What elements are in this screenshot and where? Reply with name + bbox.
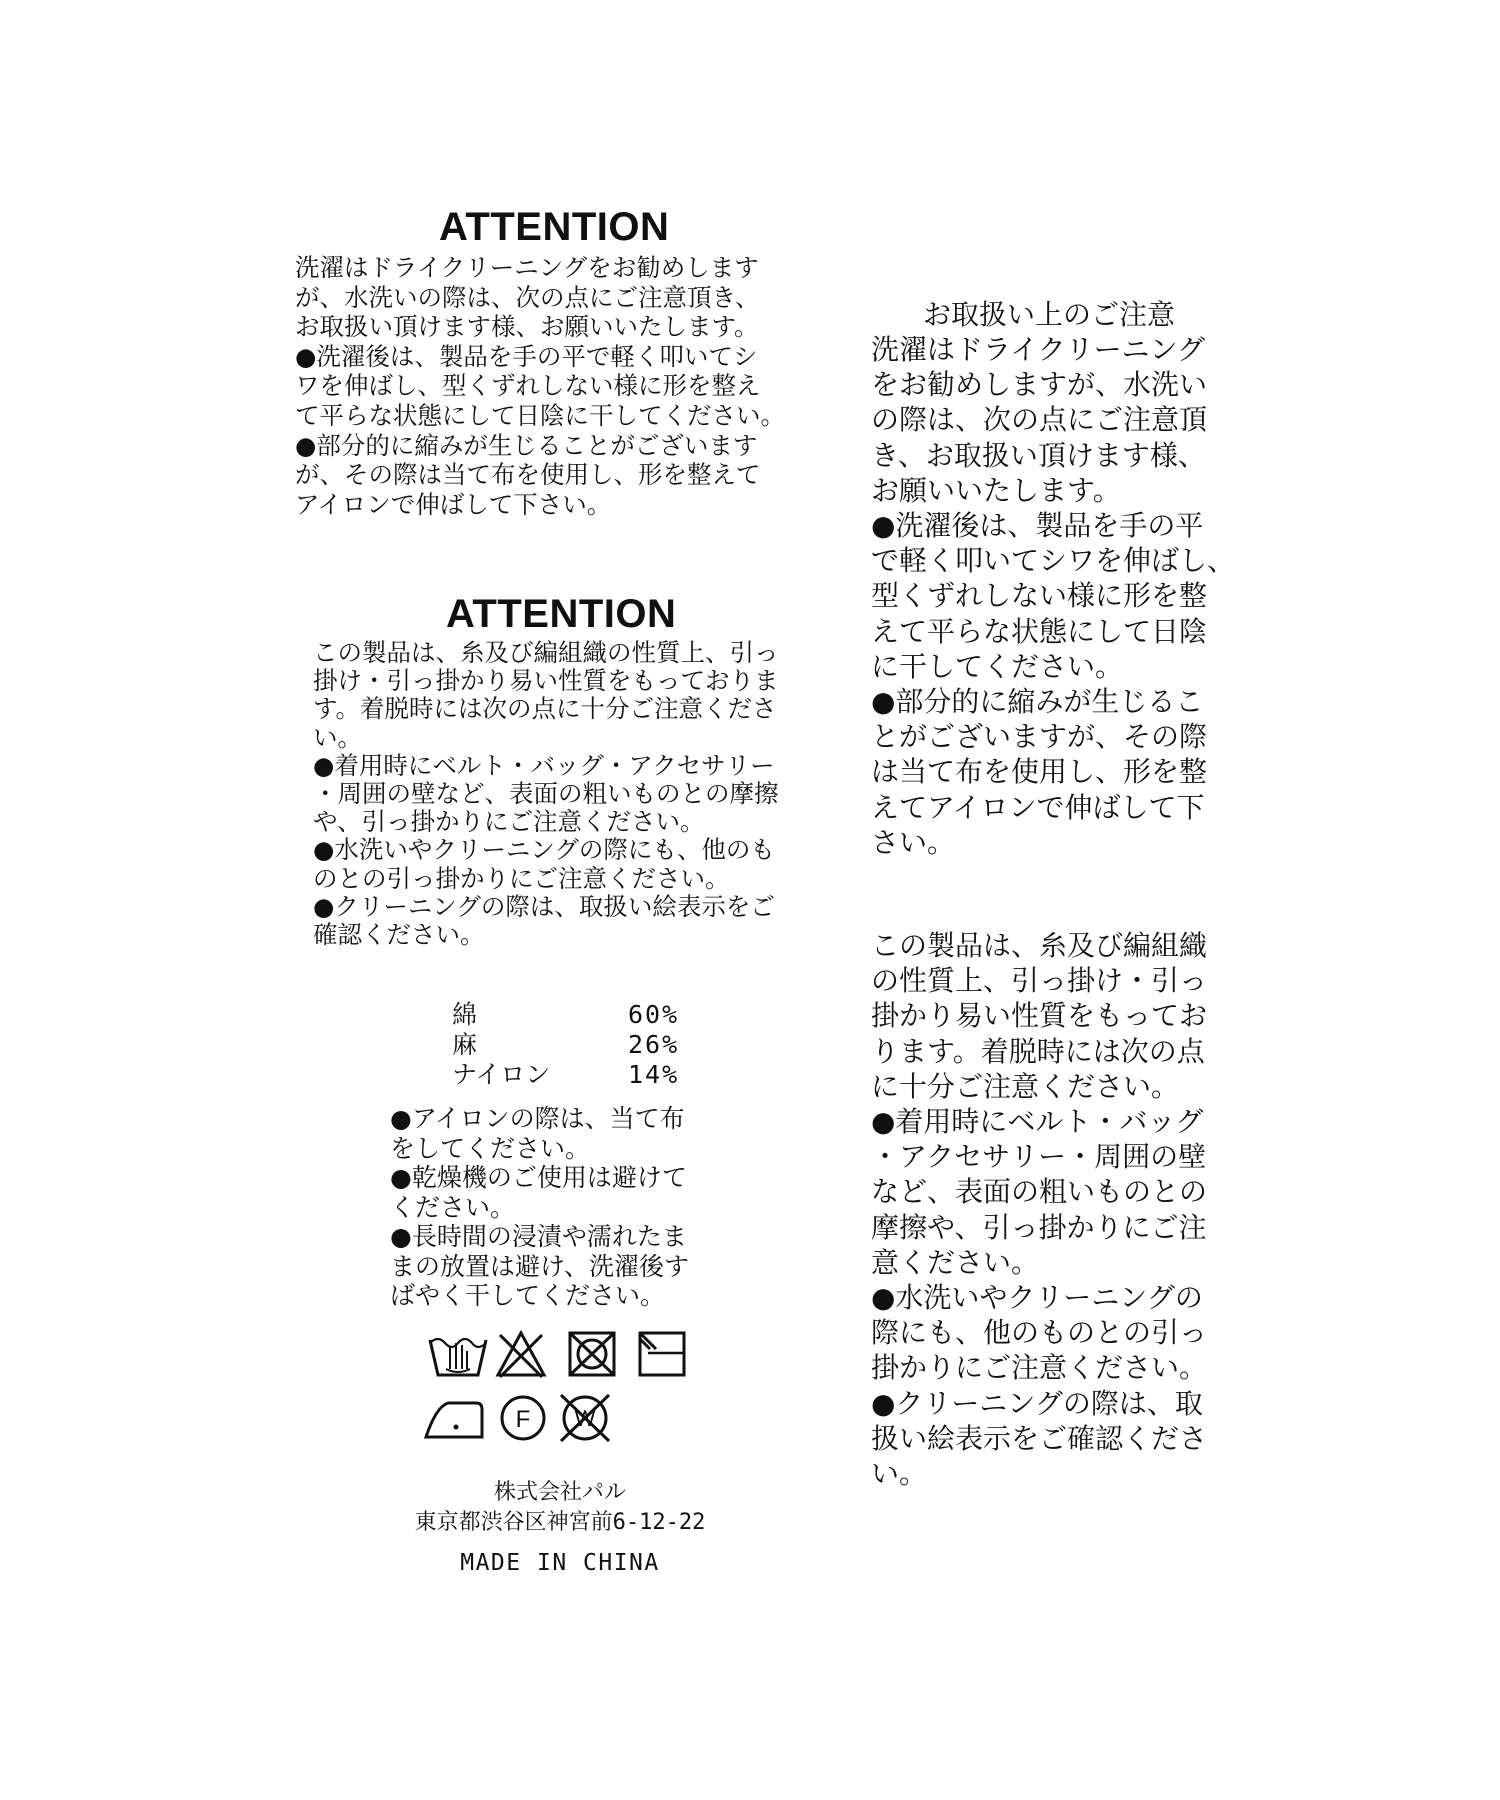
text-line: 意ください。 xyxy=(871,1245,1040,1279)
text-line: い。 xyxy=(313,722,362,752)
text-line: に干してください。 xyxy=(871,649,1124,683)
snag-notice-text xyxy=(871,928,1281,1491)
iron-low-icon xyxy=(426,1403,482,1437)
text-line: ●部分的に縮みが生じることがございます xyxy=(295,430,758,460)
wet-clean-letter: W xyxy=(574,1406,596,1431)
company-name: 株式会社パル xyxy=(493,1480,626,1505)
text-line: が、その際は当て布を使用し、形を整えて xyxy=(295,460,761,490)
text-line: 際にも、他のものとの引っ xyxy=(871,1316,1208,1350)
material-percent: 14% xyxy=(628,1060,680,1089)
material-name: 麻 xyxy=(452,1030,478,1059)
care-symbols xyxy=(420,1325,700,1455)
text-line: アイロンで伸ばして下さい。 xyxy=(295,489,612,519)
text-line: この製品は、糸及び編組織 xyxy=(871,929,1208,962)
handling-notice-section xyxy=(871,298,1281,860)
text-line: の性質上、引っ掛け・引っ xyxy=(871,964,1208,998)
material-name: 綿 xyxy=(452,1000,478,1029)
line-dry-shade-icon xyxy=(640,1333,684,1375)
manufacturer-info xyxy=(380,1478,740,1580)
attention-washing-text xyxy=(295,253,785,519)
text-line: のとの引っ掛かりにご注意ください。 xyxy=(313,863,730,893)
text-line: で軽く叩いてシワを伸ばし、 xyxy=(871,544,1236,578)
text-line: に十分ご注意ください。 xyxy=(871,1069,1180,1103)
no-wet-clean-icon xyxy=(561,1395,609,1441)
attention-title: ATTENTION xyxy=(446,592,677,636)
composition-row xyxy=(452,1000,679,1030)
text-line: まの放置は避け、洗濯後す xyxy=(390,1251,690,1281)
text-line: ばやく干してください。 xyxy=(390,1281,666,1310)
attention-title: ATTENTION xyxy=(439,205,670,249)
text-line: ●クリーニングの際は、取扱い絵表示をご xyxy=(313,891,775,921)
text-line: ●着用時にベルト・バッグ・アクセサリー xyxy=(313,750,775,780)
handling-notice-title: お取扱い上のご注意 xyxy=(923,298,1176,331)
text-line: い。 xyxy=(871,1457,928,1491)
text-line: ●クリーニングの際は、取 xyxy=(871,1386,1203,1420)
text-line: 掛かりにご注意ください。 xyxy=(871,1351,1208,1385)
care-symbols-graphic xyxy=(420,1325,700,1455)
fiber-composition xyxy=(452,1000,679,1090)
text-line: ●洗濯後は、製品を手の平で軽く叩いてシ xyxy=(295,341,758,371)
no-bleach-icon xyxy=(498,1333,544,1377)
text-line: ください。 xyxy=(390,1192,516,1222)
text-line: この製品は、糸及び編組織の性質上、引っ xyxy=(313,638,779,667)
text-line: ワを伸ばし、型くずれしない様に形を整え xyxy=(295,371,761,401)
material-percent: 26% xyxy=(628,1030,680,1059)
material-percent: 60% xyxy=(628,1000,680,1029)
text-line: 確認ください。 xyxy=(313,920,485,950)
text-line: ります。着脱時には次の点 xyxy=(871,1034,1205,1068)
text-line: ●長時間の浸漬や濡れたま xyxy=(390,1222,687,1251)
text-line: 摩擦や、引っ掛かりにご注 xyxy=(871,1210,1207,1244)
text-line: や、引っ掛かりにご注意ください。 xyxy=(313,807,705,837)
text-line: ●水洗いやクリーニングの際にも、他のも xyxy=(313,835,775,865)
text-line: ●部分的に縮みが生じるこ xyxy=(871,685,1204,719)
text-line: をお勧めしますが、水洗い xyxy=(871,368,1208,402)
material-name: ナイロン xyxy=(452,1060,551,1089)
text-line: が、水洗いの際は、次の点にご注意頂き、 xyxy=(295,282,760,312)
text-line: お取扱い頂けます様、お願いいたします。 xyxy=(295,312,759,342)
dry-clean-f-icon xyxy=(502,1397,544,1439)
text-line: て平らな状態にして日陰に干してください。 xyxy=(295,400,785,430)
company-address: 東京都渋谷区神宮前6-12-22 xyxy=(414,1510,706,1535)
no-tumble-dry-icon xyxy=(570,1333,614,1375)
care-notes xyxy=(390,1104,689,1311)
attention-snag-text xyxy=(313,639,779,949)
text-line: お願いいたします。 xyxy=(871,473,1121,507)
composition-row xyxy=(452,1030,679,1060)
text-line: の際は、次の点にご注意頂 xyxy=(871,403,1208,437)
hand-wash-icon xyxy=(430,1339,486,1375)
text-line: 掛かり易い性質をもってお xyxy=(871,999,1208,1033)
text-line: 扱い絵表示をご確認くださ xyxy=(871,1421,1208,1455)
handling-notice-text xyxy=(871,332,1281,860)
text-line: ●水洗いやクリーニングの xyxy=(871,1281,1203,1315)
text-line: さい。 xyxy=(871,825,956,859)
dry-clean-letter: F xyxy=(515,1406,531,1433)
text-line: ・アクセサリー・周囲の壁 xyxy=(871,1140,1207,1174)
text-line: 掛け・引っ掛かり易い性質をもっておりま xyxy=(313,666,779,696)
text-line: ・周囲の壁など、表面の粗いものとの摩擦 xyxy=(313,779,779,809)
text-line: は当て布を使用し、形を整 xyxy=(871,755,1208,789)
snag-notice-section xyxy=(871,928,1281,1491)
text-line: す。着脱時には次の点に十分ご注意くださ xyxy=(313,694,777,724)
text-line: ●着用時にベルト・バッグ xyxy=(871,1105,1204,1139)
text-line: とがございますが、その際 xyxy=(871,720,1208,754)
text-line: き、お取扱い頂けます様、 xyxy=(871,438,1206,472)
country-of-origin: MADE IN CHINA xyxy=(460,1550,660,1576)
text-line: など、表面の粗いものとの xyxy=(871,1175,1208,1209)
text-line: えて平らな状態にして日陰 xyxy=(871,614,1208,648)
composition-row xyxy=(452,1060,679,1090)
text-line: 洗濯はドライクリーニングをお勧めします xyxy=(295,253,759,282)
text-line: 洗濯はドライクリーニング xyxy=(871,333,1206,366)
text-line: ●洗濯後は、製品を手の平 xyxy=(871,509,1204,543)
text-line: 型くずれしない様に形を整 xyxy=(871,579,1208,613)
text-line: えてアイロンで伸ばして下 xyxy=(871,790,1205,824)
text-line: をしてください。 xyxy=(390,1133,591,1163)
text-line: ●アイロンの際は、当て布 xyxy=(390,1104,685,1133)
text-line: ●乾燥機のご使用は避けて xyxy=(390,1163,687,1192)
